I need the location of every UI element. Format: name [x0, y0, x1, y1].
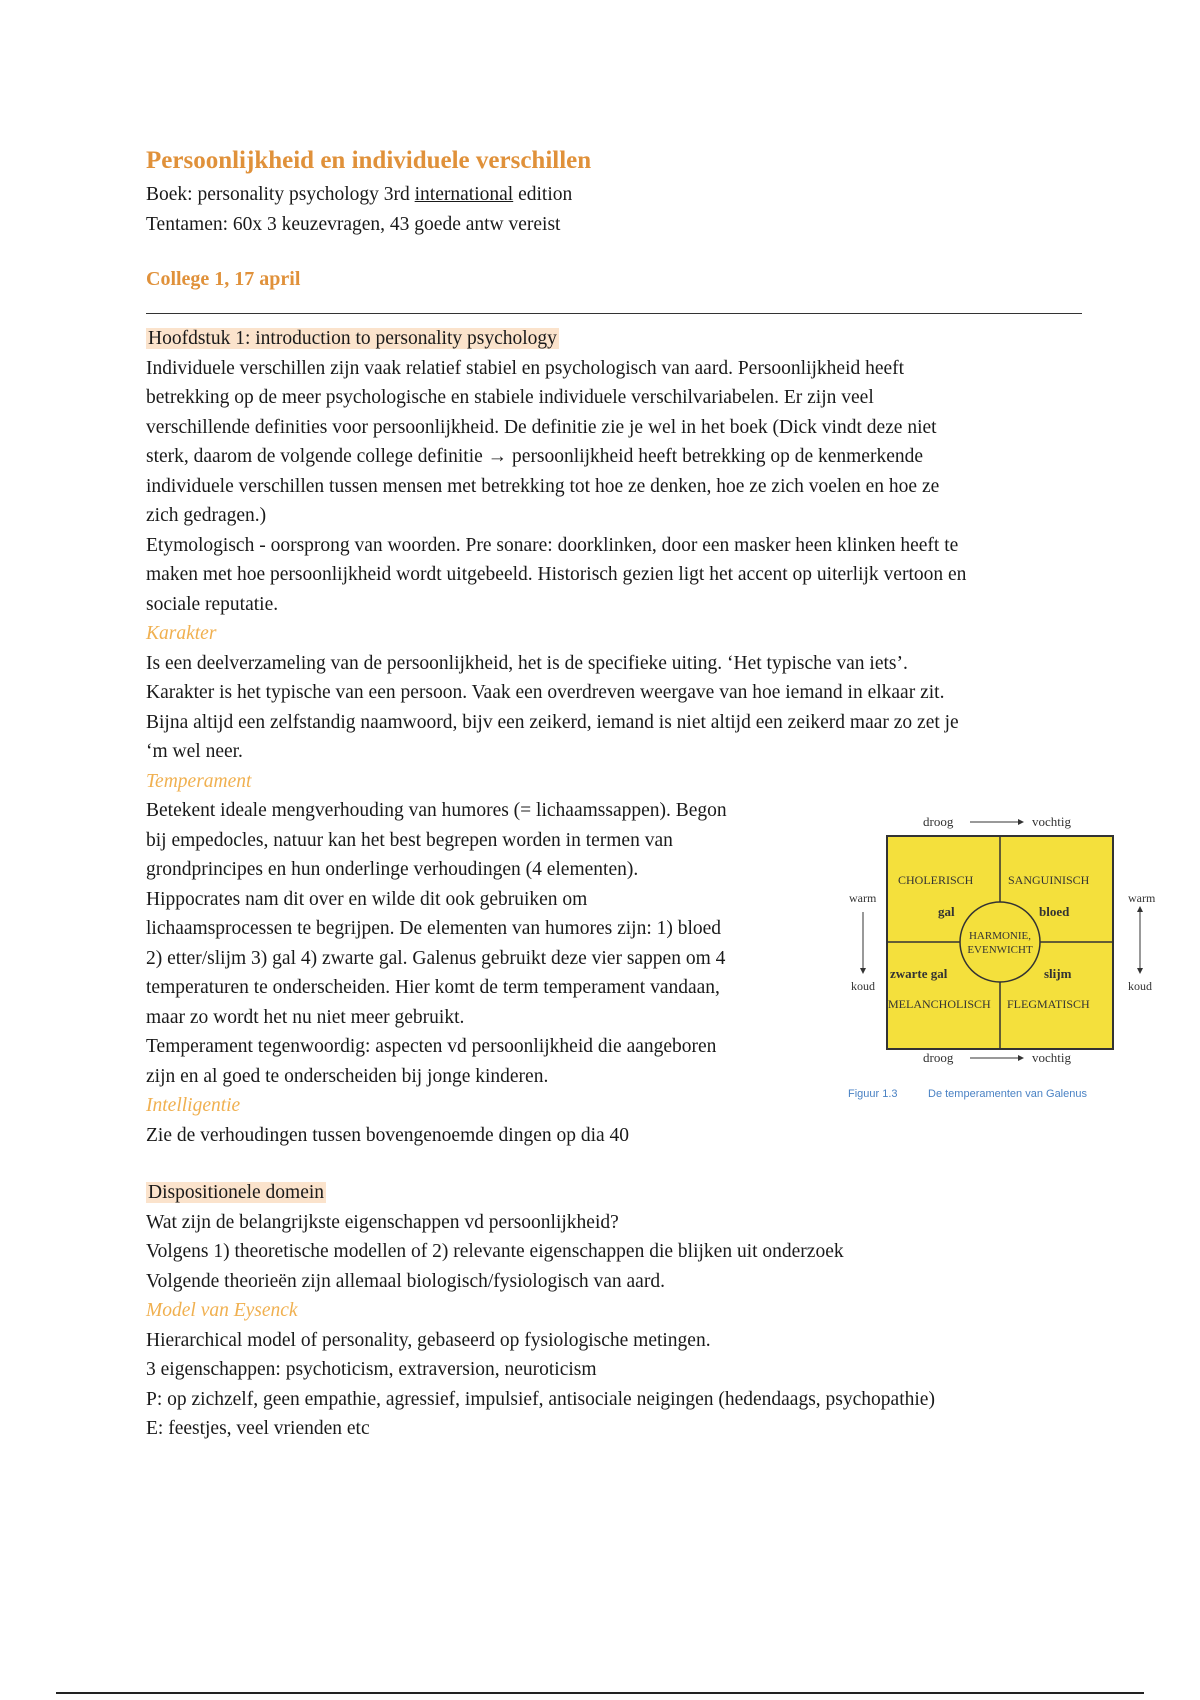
text-line: individuele verschillen tussen mensen met betrekking tot hoe ze denken, hoe ze zich voelen en hoe ze	[146, 475, 940, 497]
fig-cholerisch: CHOLERISCH	[898, 873, 974, 887]
text-line: Karakter is het typische van een persoon. Vaak een overdreven weergave van hoe iemand in elkaar zit.	[146, 682, 945, 703]
text-line: lichaamsprocessen te begrijpen. De elementen van humores zijn: 1) bloed	[146, 918, 722, 939]
document-page	[146, 146, 1156, 1444]
fig-melancholisch: MELANCHOLISCH	[888, 997, 991, 1011]
text-line: zijn en al goed te onderscheiden bij jonge kinderen.	[146, 1065, 549, 1087]
page-bottom-rule	[56, 1692, 1144, 1694]
text-line: Is een deelverzameling van de persoonlijkheid, het is de specifieke uiting. ‘Het typische van iets’.	[146, 652, 908, 674]
college-heading: College 1, 17 april	[146, 268, 301, 290]
intelligentie-heading: Intelligentie	[146, 1095, 241, 1116]
fig-top-left-label: droog	[923, 814, 954, 829]
text-line: Zie de verhoudingen tussen bovengenoemde dingen op dia 40	[146, 1124, 630, 1146]
arrowhead-icon	[1137, 906, 1143, 912]
text-line: 2) etter/slijm 3) gal 4) zwarte gal. Galenus gebruikt deze vier sappen om 4	[146, 947, 726, 969]
fig-gal: gal	[938, 904, 955, 919]
fig-center-line2: EVENWICHT	[967, 944, 1033, 956]
text-line: Volgens 1) theoretische modellen of 2) relevante eigenschappen die blijken uit onderzoek	[146, 1241, 844, 1262]
text-line: maar zo wordt het nu niet meer gebruikt.	[146, 1006, 465, 1028]
text-line: grondprincipes en hun onderlinge verhoudingen (4 elementen).	[146, 859, 639, 880]
fig-zwarte-gal: zwarte gal	[890, 966, 948, 981]
chapter-intro	[146, 354, 1086, 620]
text-line: betrekking op de meer psychologische en stabiele individuele verschilvariabelen. Er zijn veel	[146, 387, 874, 408]
text-line: sociale reputatie.	[146, 593, 279, 615]
fig-left-warm: warm	[849, 891, 877, 905]
text-line: Bijna altijd een zelfstandig naamwoord, bijv een zeikerd, iemand is niet altijd een zeikerd maar zo zet je	[146, 711, 959, 733]
fig-right-koud: koud	[1128, 979, 1152, 993]
text-line: ‘m wel neer.	[146, 741, 243, 762]
fig-caption-number: Figuur 1.3	[848, 1088, 898, 1100]
text-line: P: op zichzelf, geen empathie, agressief, impulsief, antisociale neigingen (hedendaags, psychopathie)	[146, 1388, 935, 1410]
text-line: Betekent ideale mengverhouding van humores (= lichaamssappen). Begon	[146, 800, 727, 821]
fig-center-line1: HARMONIE,	[968, 930, 1032, 942]
fig-center-circle	[960, 902, 1040, 982]
fig-bottom-right-label: vochtig	[1032, 1050, 1071, 1065]
eysenck-heading: Model van Eysenck	[146, 1300, 298, 1321]
text-line: E: feestjes, veel vrienden etc	[146, 1418, 370, 1439]
text-line: maken met hoe persoonlijkheid wordt uitgebeeld. Historisch gezien ligt het accent op uiterlijk vertoon en	[146, 564, 967, 585]
arrowhead-icon	[1018, 819, 1024, 825]
arrowhead-icon	[1137, 968, 1143, 974]
text-line: bij empedocles, natuur kan het best begrepen worden in termen van	[146, 829, 673, 851]
arrowhead-icon	[1018, 1055, 1024, 1061]
fig-caption-text: De temperamenten van Galenus	[928, 1088, 1087, 1100]
fig-right-warm: warm	[1128, 891, 1156, 905]
text-line: temperaturen te onderscheiden. Hier komt de term temperament vandaan,	[146, 977, 720, 998]
text-line: verschillende definities voor persoonlijkheid. De definitie zie je wel in het boek (Dick vindt deze niet	[146, 416, 937, 438]
fig-top-right-label: vochtig	[1032, 814, 1071, 829]
galenus-temperament-figure	[840, 802, 1165, 1102]
text-line: Hippocrates nam dit over en wilde dit ook gebruiken om	[146, 888, 588, 910]
temperament-block	[146, 796, 1156, 1100]
text-line: Temperament tegenwoordig: aspecten vd persoonlijkheid die aangeboren	[146, 1036, 717, 1057]
fig-bloed: bloed	[1039, 904, 1070, 919]
text-line: zich gedragen.)	[146, 505, 267, 526]
divider	[146, 313, 1082, 314]
karakter-heading: Karakter	[146, 623, 217, 644]
temperament-heading: Temperament	[146, 770, 252, 792]
text-line: Hierarchical model of personality, gebaseerd op fysiologische metingen.	[146, 1329, 711, 1351]
text-line: Wat zijn de belangrijkste eigenschappen vd persoonlijkheid?	[146, 1211, 619, 1233]
text-line: Volgende theorieën zijn allemaal biologisch/fysiologisch van aard.	[146, 1270, 665, 1292]
text-line: Etymologisch - oorsprong van woorden. Pre sonare: doorklinken, door een masker heen klinken heeft te	[146, 534, 959, 556]
text-line: Individuele verschillen zijn vaak relatief stabiel en psychologisch van aard. Persoonlijkheid heeft	[146, 357, 905, 379]
fig-bottom-left-label: droog	[923, 1050, 954, 1065]
document-title: Persoonlijkheid en individuele verschillen	[146, 147, 592, 174]
book-line: Boek: personality psychology 3rd international edition	[146, 184, 573, 205]
book-underlined-word: international	[414, 184, 514, 205]
fig-flegmatisch: FLEGMATISCH	[1007, 997, 1090, 1011]
arrowhead-icon	[860, 968, 866, 974]
text-line: 3 eigenschappen: psychoticism, extraversion, neuroticism	[146, 1359, 597, 1380]
fig-sanguinisch: SANGUINISCH	[1008, 873, 1090, 887]
fig-left-koud: koud	[851, 979, 875, 993]
exam-line: Tentamen: 60x 3 keuzevragen, 43 goede antw vereist	[146, 213, 561, 235]
dispositional-heading: Dispositionele domein	[148, 1182, 325, 1203]
chapter-heading: Hoofdstuk 1: introduction to personality psychology	[148, 328, 557, 349]
fig-slijm: slijm	[1044, 966, 1072, 981]
text-line: sterk, daarom de volgende college definitie → persoonlijkheid heeft betrekking op de kenmerkende	[146, 446, 924, 467]
temperament-text	[146, 796, 816, 1091]
